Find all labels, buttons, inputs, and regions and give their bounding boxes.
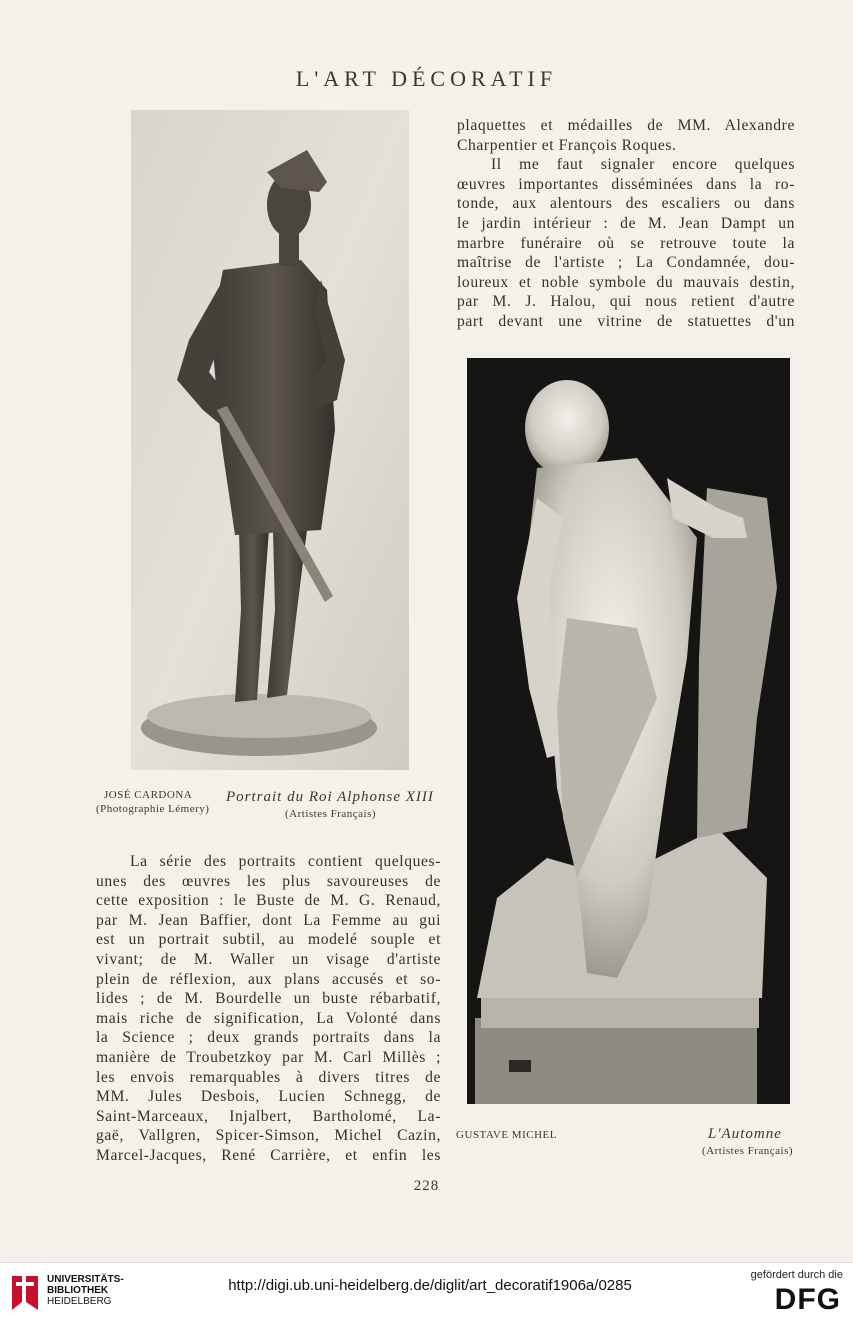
text-line: unes des œuvres les plus savoureuses de <box>96 872 441 890</box>
university-library-name[interactable] <box>47 1274 124 1307</box>
text-line: tonde, aux alentours des escaliers ou dans <box>457 195 795 213</box>
text-line: œuvres importantes disséminées dans la ro- <box>457 175 795 193</box>
running-title: L'ART DÉCORATIF <box>295 66 558 91</box>
text-line: cette exposition : le Buste de M. G. Renaud, <box>96 892 441 910</box>
university-logo-icon[interactable] <box>8 1272 42 1312</box>
dfg-logo[interactable]: DFG <box>774 1283 841 1316</box>
text-line: maîtrise de l'artiste ; La Condamnée, dou- <box>457 254 795 272</box>
text-line: plaquettes et médailles de MM. Alexandre <box>457 117 795 134</box>
text-line: Marcel-Jacques, René Carrière, et enfin les <box>96 1146 441 1164</box>
caption-photographer-left: (Photographie Lémery) <box>96 803 210 815</box>
text-line: marbre funéraire où se retrouve toute la <box>457 234 795 252</box>
text-line: est un portrait subtil, au modelé souple et <box>96 931 441 949</box>
page-number: 228 <box>413 1178 440 1194</box>
text-line: Il me faut signaler encore quelques <box>491 156 795 174</box>
statuette-figure-image <box>131 110 409 770</box>
caption-salon-right: (Artistes Français) <box>702 1145 794 1157</box>
footer-bar <box>0 1262 853 1323</box>
caption-title-left: Portrait du Roi Alphonse XIII <box>226 789 434 805</box>
text-line: le jardin intérieur : de M. Jean Dampt un <box>457 214 795 232</box>
text-line: par M. J. Halou, qui nous retient d'autre <box>457 293 795 311</box>
permalink-url[interactable]: http://digi.ub.uni-heidelberg.de/diglit/art_decoratif1906a/0285 <box>228 1277 632 1294</box>
text-line: mais riche de signification, La Volonté dans <box>96 1009 441 1027</box>
photo-statuette-cardona <box>131 110 409 770</box>
text-line: Saint-Marceaux, Injalbert, Bartholomé, La- <box>96 1107 441 1125</box>
text-line: part devant une vitrine de statuettes d'un <box>457 312 795 330</box>
text-line: gaë, Vallgren, Spicer-Simson, Michel Cazin, <box>96 1127 441 1145</box>
library-name-line: HEIDELBERG <box>47 1296 112 1307</box>
text-line: les envois remarquables à divers titres de <box>96 1068 441 1086</box>
text-line: manière de Troubetzkoy par M. Carl Millès ; <box>96 1048 441 1066</box>
funder-label: gefördert durch die <box>750 1269 843 1281</box>
text-column-right <box>457 116 795 332</box>
caption-salon-left: (Artistes Français) <box>285 808 377 820</box>
text-line: La série des portraits contient quelques- <box>130 853 441 870</box>
text-line: plein de réflexion, aux plans accusés et so- <box>96 970 441 988</box>
caption-artist-left: JOSÉ CARDONA <box>104 789 193 801</box>
photo-marble-michel <box>467 358 790 1104</box>
caption-title-right: L'Automne <box>708 1126 782 1142</box>
text-line: lides ; de M. Bourdelle un buste rébarbatif, <box>96 990 441 1008</box>
text-line: MM. Jules Desbois, Lucien Schnegg, de <box>96 1088 441 1106</box>
library-name-line: BIBLIOTHEK <box>47 1285 109 1296</box>
library-name-line: UNIVERSITÄTS- <box>47 1274 124 1285</box>
text-line: la Science ; deux grands portraits dans la <box>96 1029 441 1047</box>
text-line: Charpentier et François Roques. <box>457 136 677 154</box>
marble-sculpture-image <box>467 358 790 1104</box>
text-column-left <box>96 852 441 1166</box>
text-line: vivant; de M. Waller un visage d'artiste <box>96 950 441 968</box>
caption-artist-right: GUSTAVE MICHEL <box>456 1129 557 1141</box>
text-line: loureux et noble symbole du mauvais destin, <box>457 273 795 291</box>
text-line: par M. Jean Baffier, dont La Femme au gui <box>96 911 441 929</box>
